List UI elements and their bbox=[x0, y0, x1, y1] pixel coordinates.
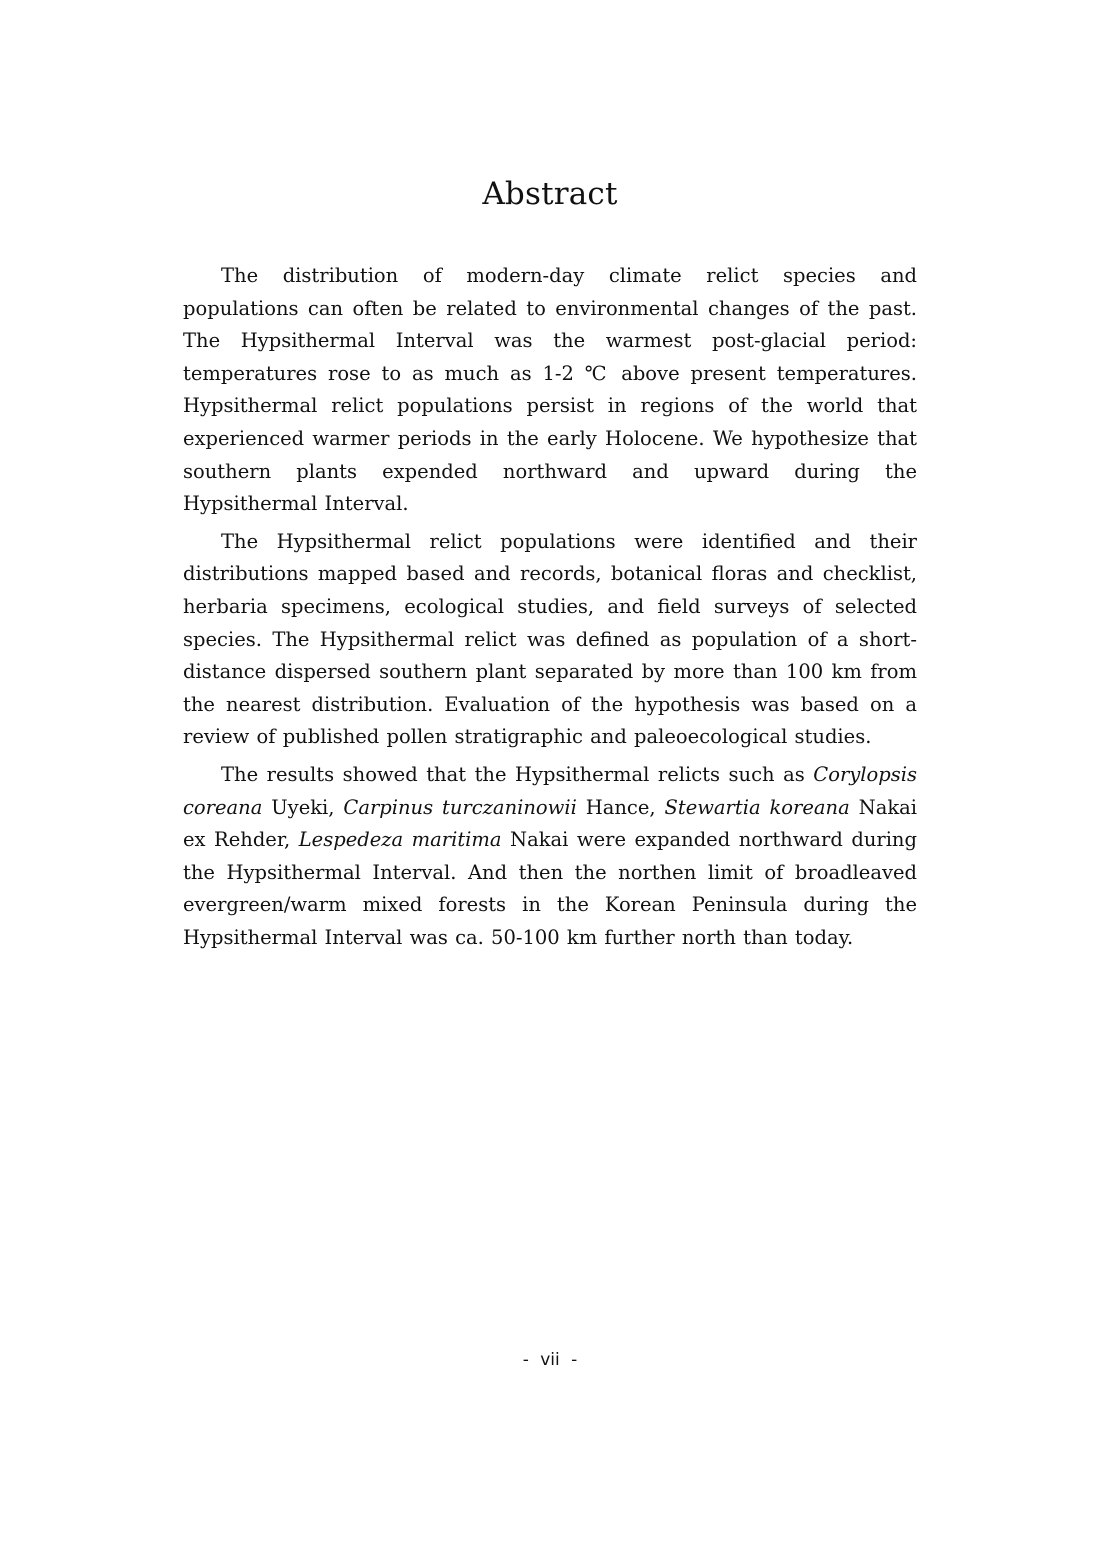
species-name-corylopsis: Corylopsis coreana bbox=[183, 762, 917, 819]
paragraph-text: Hance, bbox=[576, 795, 665, 819]
paragraph-text: The results showed that the Hypsithermal relicts such as bbox=[221, 762, 814, 786]
paragraph-text: Uyeki, bbox=[262, 795, 344, 819]
species-name-carpinus: Carpinus turczaninowii bbox=[343, 795, 577, 819]
paragraph-text: Nakai were expanded northward during the Hypsithermal Interval. And then the northen limit of broadleaved evergreen/warm mixed forests in the Korean Peninsula during the Hypsithermal Interval was ca. 50-100 km further north than today. bbox=[183, 828, 917, 949]
paragraph-text: The distribution of modern-day climate relict species and populations can often be related to environmental changes of the past. The Hypsithermal Interval was the warmest post-glacial period: temperatures rose to as much as 1-2 ℃ above present temperatures. Hypsithermal relict populations persist in regions of the world that experienced warmer periods in the early Holocene. We hypothesize that southern plants expended northward and upward during the Hypsithermal Interval. bbox=[183, 264, 917, 516]
paragraph-text: Nakai ex Rehder, bbox=[183, 795, 917, 852]
abstract-paragraph-3 bbox=[183, 759, 917, 955]
species-name-lespedeza: Lespedeza maritima bbox=[298, 828, 502, 852]
paragraph-text: The Hypsithermal relict populations were identified and their distributions mapped based and records, botanical floras and checklist, herbaria specimens, ecological studies, and field surveys of selected species. The Hypsithermal relict was defined as population of a short-distance dispersed southern plant separated by more than 100 km from the nearest distribution. Evaluation of the hypothesis was based on a review of published pollen stratigraphic and paleoecological studies. bbox=[183, 529, 917, 749]
abstract-paragraph-2 bbox=[183, 526, 917, 754]
species-name-stewartia: Stewartia koreana bbox=[664, 795, 850, 819]
page-number: - vii - bbox=[522, 1350, 578, 1370]
abstract-paragraph-1 bbox=[183, 260, 917, 521]
page-title: Abstract bbox=[482, 176, 618, 212]
abstract-body bbox=[183, 260, 917, 959]
